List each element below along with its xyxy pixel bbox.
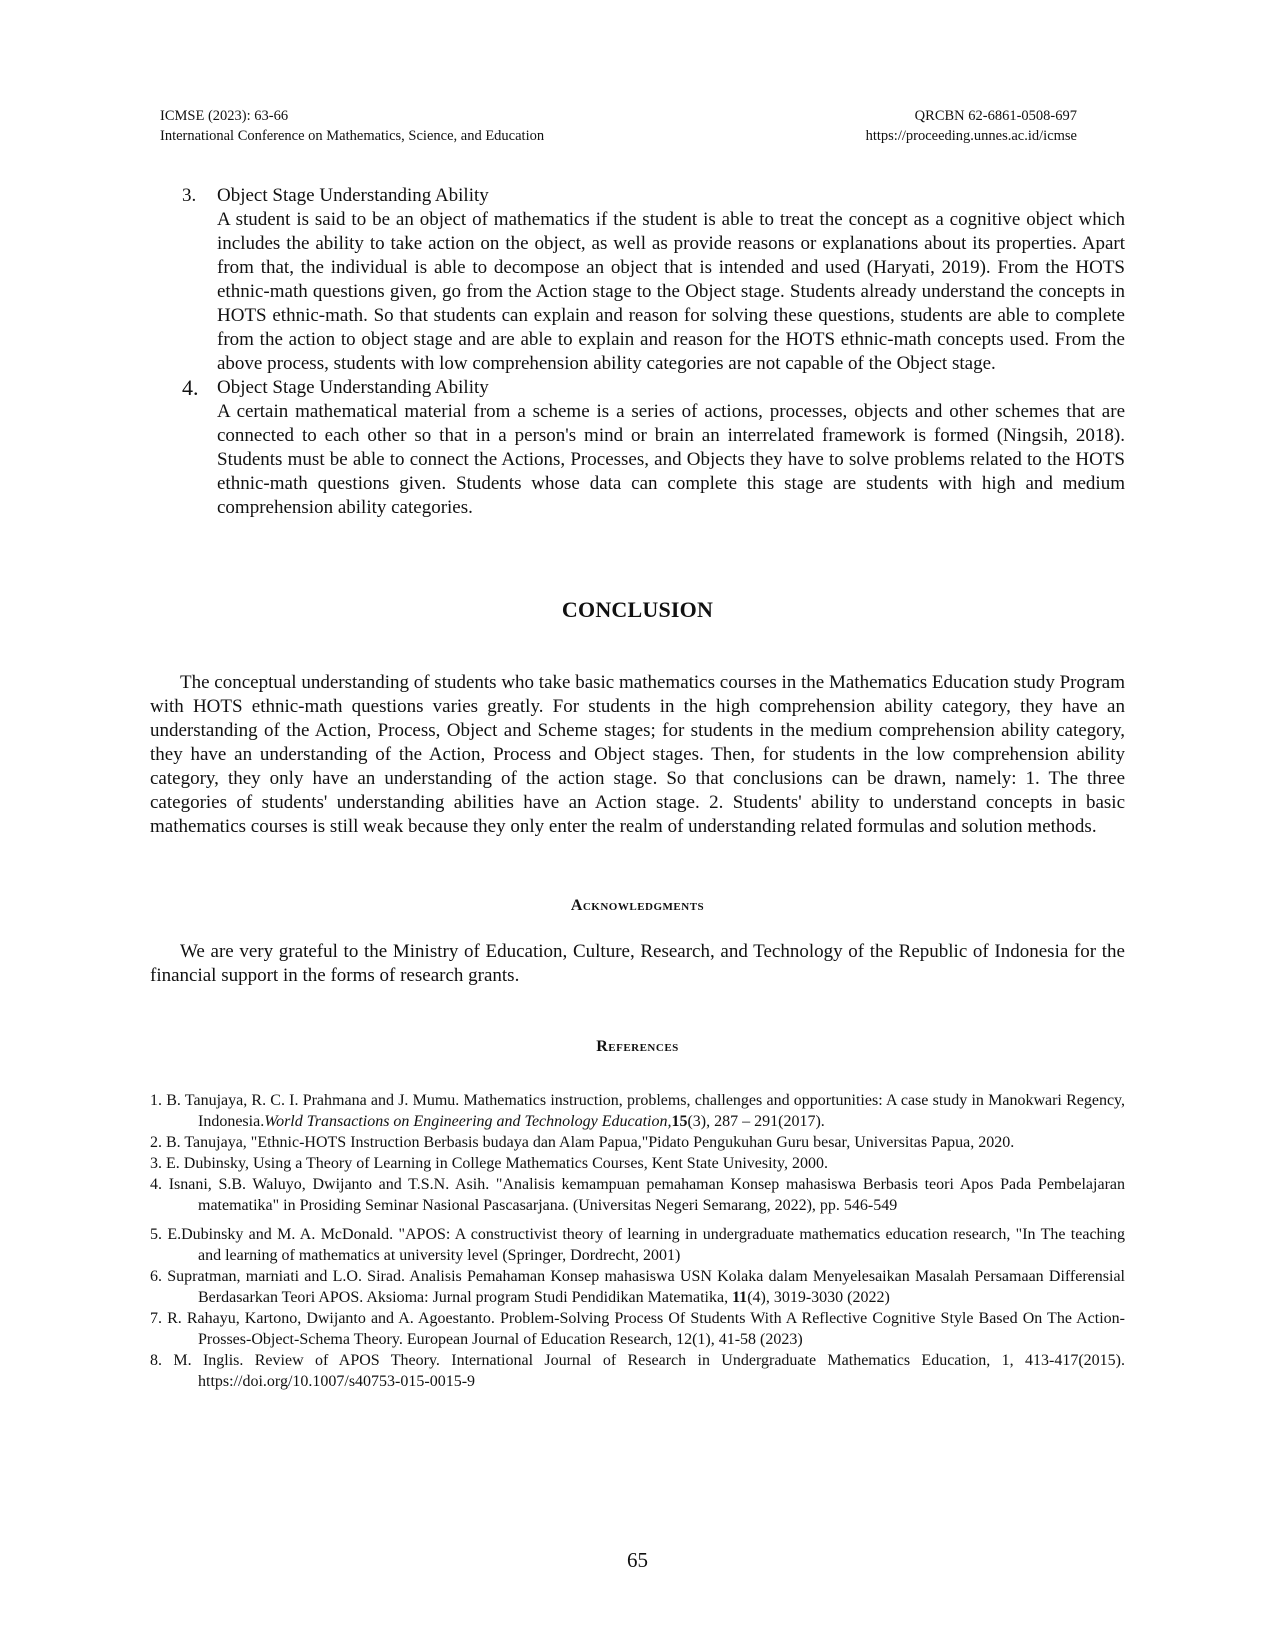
conference-citation: ICMSE (2023): 63-66 xyxy=(160,108,289,124)
proceeding-url: https://proceeding.unnes.ac.id/icmse xyxy=(865,128,1077,144)
reference-text: R. Rahayu, Kartono, Dwijanto and A. Agoestanto. Problem-Solving Process Of Students With A Reflective Cognitive Style Based On The Action-Prosses-Object-Schema Theory. European Journal of Education Research, 12(1), 41-58 (2023) xyxy=(167,1310,1126,1348)
reference-text: E. Dubinsky, Using a Theory of Learning in College Mathematics Courses, Kent State Univesity, 2000. xyxy=(166,1155,828,1172)
conclusion-paragraph: The conceptual understanding of students who take basic mathematics courses in the Mathematics Education study Program with HOTS ethnic-math questions varies greatly. For students in the high comprehension ability category, they have an understanding of the Action, Process, Object and Scheme stages; for students in the medium comprehension ability category, they have an understanding of the Action, Process and Object stages. Then, for students in the low comprehension ability category, they only have an understanding of the action stage. So that conclusions can be drawn, namely: 1. The three categories of students' understanding abilities have an Action stage. 2. Students' ability to understand concepts in basic mathematics courses is still weak because they only enter the realm of understanding related formulas and solution methods. xyxy=(150,672,1125,837)
references-heading: References xyxy=(596,1038,679,1055)
running-header-left xyxy=(160,106,544,146)
reference-item: 5. E.Dubinsky and M. A. McDonald. "APOS: A constructivist theory of learning in undergraduate mathematics education research, "In The teaching and learning of mathematics at university level (Springer, Dordrecht, 2001) xyxy=(150,1226,1125,1264)
running-header-right xyxy=(866,106,1077,146)
reference-volume: 11 xyxy=(732,1289,748,1306)
conference-name: International Conference on Mathematics, Science, and Education xyxy=(160,128,545,144)
reference-item: 7. R. Rahayu, Kartono, Dwijanto and A. Agoestanto. Problem-Solving Process Of Students With A Reflective Cognitive Style Based On The Action-Prosses-Object-Schema Theory. European Journal of Education Research, 12(1), 41-58 (2023) xyxy=(150,1310,1126,1348)
page-number: 65 xyxy=(627,1548,648,1572)
acknowledgments-paragraph: We are very grateful to the Ministry of Education, Culture, Research, and Technology of the Republic of Indonesia for the financial support in the forms of research grants. xyxy=(150,941,1125,986)
list-item xyxy=(160,184,1125,376)
reference-item: 4. Isnani, S.B. Waluyo, Dwijanto and T.S.N. Asih. "Analisis kemampuan pemahaman Konsep mahasiswa Berbasis teori Apos Pada Pembelajaran matematika" in Prosiding Seminar Nasional Pascasarjana. (Universitas Negeri Semarang, 2022), pp. 546-549 xyxy=(150,1176,1126,1214)
reference-journal: World Transactions on Engineering and Technology Education, xyxy=(264,1113,672,1130)
reference-text: Isnani, S.B. Waluyo, Dwijanto and T.S.N. Asih. "Analisis kemampuan pemahaman Konsep mahasiswa Berbasis teori Apos Pada Pembelajaran matematika" in Prosiding Seminar Nasional Pascasarjana. (Universitas Negeri Semarang, 2022), pp. 546-549 xyxy=(168,1176,1126,1214)
reference-volume: 15 xyxy=(671,1113,688,1130)
reference-text: B. Tanujaya, "Ethnic-HOTS Instruction Berbasis budaya dan Alam Papua,"Pidato Pengukuhan Guru besar, Universitas Papua, 2020. xyxy=(166,1134,1015,1151)
reference-item: 8. M. Inglis. Review of APOS Theory. International Journal of Research in Undergraduate Mathematics Education, 1, 413-417(2015). https://doi.org/10.1007/s40753-015-0015-9 xyxy=(150,1352,1125,1390)
qrcbn-code: QRCBN 62-6861-0508-697 xyxy=(914,108,1077,124)
reference-item: 6. Supratman, marniati and L.O. Sirad. Analisis Pemahaman Konsep mahasiswa USN Kolaka dalam Menyelesaikan Masalah Persamaan Differensial Berdasarkan Teori APOS. Aksioma: Jurnal program Studi Pendidikan Matematika, 11(4), 3019-3030 (2022) xyxy=(150,1268,1126,1306)
list-item xyxy=(160,376,1125,520)
stage-list xyxy=(160,184,1125,520)
reference-text: E.Dubinsky and M. A. McDonald. "APOS: A constructivist theory of learning in undergraduate mathematics education research, "In The teaching and learning of mathematics at university level (Springer, Dordrecht, 2001) xyxy=(167,1226,1125,1264)
list-item-title: Object Stage Understanding Ability xyxy=(217,185,489,206)
reference-text: B. Tanujaya, R. C. I. Prahmana and J. Mumu. Mathematics instruction, problems, challenges and opportunities: A case study in Manokwari Regency, Indonesia. xyxy=(166,1092,1126,1130)
list-item-number: 3. xyxy=(182,185,197,206)
reference-item: 2. B. Tanujaya, "Ethnic-HOTS Instruction Berbasis budaya dan Alam Papua,"Pidato Pengukuhan Guru besar, Universitas Papua, 2020. xyxy=(150,1134,1015,1151)
reference-item: 3. E. Dubinsky, Using a Theory of Learning in College Mathematics Courses, Kent State Univesity, 2000. xyxy=(150,1155,828,1172)
reference-list xyxy=(150,1090,1125,1392)
list-item-body: A certain mathematical material from a scheme is a series of actions, processes, objects and other schemes that are connected to each other so that in a person's mind or brain an interrelated framework is formed (Ningsih, 2018). Students must be able to connect the Actions, Processes, and Objects they have to solve problems related to the HOTS ethnic-math questions given. Students whose data can complete this stage are students with high and medium comprehension ability categories. xyxy=(217,401,1125,518)
conclusion-heading: CONCLUSION xyxy=(561,597,714,622)
reference-issue-pages: (4), 3019-3030 (2022) xyxy=(747,1289,890,1306)
acknowledgments-heading: Acknowledgments xyxy=(570,897,705,914)
list-item-body: A student is said to be an object of mathematics if the student is able to treat the concept as a cognitive object which includes the ability to take action on the object, as well as provide reasons or explanations about its properties. Apart from that, the individual is able to decompose an object that is intended and used (Haryati, 2019). From the HOTS ethnic-math questions given, go from the Action stage to the Object stage. Students already understand the concepts in HOTS ethnic-math. So that students can explain and reason for solving these questions, students are able to complete from the action to object stage and are able to explain and reason for the HOTS ethnic-math concepts used. From the above process, students with low comprehension ability categories are not capable of the Object stage. xyxy=(217,209,1125,374)
list-item-number: 4. xyxy=(182,375,199,400)
reference-item: 1. B. Tanujaya, R. C. I. Prahmana and J. Mumu. Mathematics instruction, problems, challenges and opportunities: A case study in Manokwari Regency, Indonesia.World Transactions on Engineering and Technology Education,15(3), 287 – 291(2017). xyxy=(150,1092,1126,1130)
reference-text: M. Inglis. Review of APOS Theory. International Journal of Research in Undergraduate Mathematics Education, 1, 413-417(2015). https://doi.org/10.1007/s40753-015-0015-9 xyxy=(173,1352,1125,1390)
list-item-title: Object Stage Understanding Ability xyxy=(217,377,489,398)
reference-issue-pages: (3), 287 – 291(2017). xyxy=(687,1113,825,1130)
reference-text: Supratman, marniati and L.O. Sirad. Analisis Pemahaman Konsep mahasiswa USN Kolaka dalam Menyelesaikan Masalah Persamaan Differensial Berdasarkan Teori APOS. Aksioma: Jurnal program Studi Pendidikan Matematika, xyxy=(167,1268,1126,1306)
